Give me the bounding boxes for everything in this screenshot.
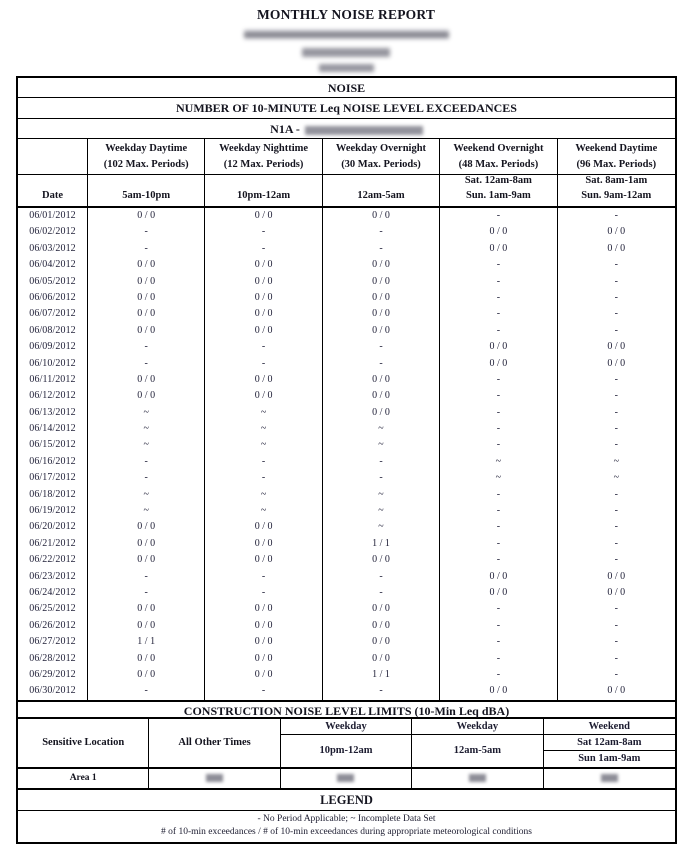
value-cell-weekday-overnight: -: [323, 224, 440, 240]
value-cell-weekday-overnight: 0 / 0: [323, 323, 440, 339]
value-cell-weekend-overnight: 0 / 0: [440, 683, 557, 699]
data-rows: [18, 208, 675, 700]
noise-section-title: NOISE: [18, 78, 675, 98]
table-row: [18, 339, 675, 355]
table-row: [18, 470, 675, 486]
table-row: [18, 503, 675, 519]
value-cell-weekend-overnight: -: [440, 519, 557, 535]
value-cell-weekend-daytime: 0 / 0: [607, 341, 626, 353]
value-cell-weekend-overnight: -: [440, 290, 557, 306]
redacted-limit-value: [149, 769, 280, 788]
value-cell-weekday-nighttime: 0 / 0: [205, 667, 322, 683]
value-cell-weekday-overnight: -: [323, 339, 440, 355]
value-cell-weekday-daytime: 0 / 0: [88, 667, 205, 683]
value-cell-weekday-daytime: ~: [88, 503, 205, 519]
value-cell-weekend-daytime: -: [614, 324, 618, 336]
value-cell-weekend-overnight: -: [440, 634, 557, 650]
value-cell-weekday-overnight: -: [323, 356, 440, 372]
date-cell: 06/18/2012: [18, 487, 88, 503]
value-cell-weekday-nighttime: -: [205, 470, 322, 486]
value-cell-weekend-daytime: 0 / 0: [607, 586, 626, 598]
redacted-date-line: [319, 64, 374, 72]
value-cell-weekday-nighttime: 0 / 0: [205, 372, 322, 388]
value-cell-weekday-nighttime: ~: [205, 405, 322, 421]
legend-body: [18, 811, 675, 843]
date-cell: 06/02/2012: [18, 224, 88, 240]
date-cell: 06/10/2012: [18, 356, 88, 372]
limits-weekend-sat: Sat 12am-8am: [544, 735, 675, 751]
date-cell: 06/29/2012: [18, 667, 88, 683]
value-cell-weekday-overnight: 0 / 0: [323, 651, 440, 667]
table-row: [18, 651, 675, 667]
location-row: [18, 119, 675, 139]
redacted-project-line: [244, 30, 449, 39]
col-title: Weekend Daytime: [575, 143, 658, 154]
col-subtitle: (102 Max. Periods): [103, 158, 189, 170]
redacted-location-name: [305, 126, 423, 135]
table-row: [18, 601, 675, 617]
date-cell: 06/22/2012: [18, 552, 88, 568]
location-label: N1A -: [270, 122, 300, 136]
corner-cell: [18, 139, 88, 174]
value-cell-weekday-overnight: 1 / 1: [323, 667, 440, 683]
value-cell-weekday-nighttime: 0 / 0: [205, 552, 322, 568]
date-cell: 06/09/2012: [18, 339, 88, 355]
limits-col-weekend: [544, 719, 675, 767]
value-cell-weekday-overnight: 0 / 0: [323, 290, 440, 306]
table-row: [18, 372, 675, 388]
value-cell-weekday-nighttime: 0 / 0: [205, 651, 322, 667]
value-cell-weekday-nighttime: 0 / 0: [205, 618, 322, 634]
value-cell-weekday-overnight: 0 / 0: [323, 601, 440, 617]
value-cell-weekend-daytime: -: [614, 390, 618, 402]
value-cell-weekday-daytime: 0 / 0: [88, 208, 205, 224]
value-cell-weekday-overnight: 0 / 0: [323, 618, 440, 634]
value-cell-weekend-overnight: -: [440, 405, 557, 421]
date-cell: 06/15/2012: [18, 437, 88, 453]
limits-col-all-other-times: All Other Times: [149, 719, 280, 767]
table-row: [18, 618, 675, 634]
period-label: 5am-10pm: [122, 189, 171, 201]
date-cell: 06/16/2012: [18, 454, 88, 470]
limits-weekday-label: Weekday: [281, 719, 411, 735]
redacted-limit-value: [281, 769, 412, 788]
value-cell-weekday-nighttime: 0 / 0: [205, 257, 322, 273]
value-cell-weekday-overnight: ~: [323, 437, 440, 453]
value-cell-weekend-daytime: 0 / 0: [607, 242, 626, 254]
value-cell-weekend-overnight: 0 / 0: [440, 339, 557, 355]
value-cell-weekday-overnight: 0 / 0: [323, 372, 440, 388]
date-cell: 06/07/2012: [18, 306, 88, 322]
value-cell-weekday-nighttime: 0 / 0: [205, 208, 322, 224]
date-cell: 06/01/2012: [18, 208, 88, 224]
date-cell: 06/24/2012: [18, 585, 88, 601]
limits-data-row: [18, 769, 675, 790]
value-cell-weekday-nighttime: 0 / 0: [205, 536, 322, 552]
value-cell-weekday-nighttime: -: [205, 585, 322, 601]
value-cell-weekday-nighttime: -: [205, 224, 322, 240]
value-cell-weekend-daytime: -: [614, 291, 618, 303]
date-cell: 06/20/2012: [18, 519, 88, 535]
value-cell-weekend-daytime: -: [614, 537, 618, 549]
value-cell-weekend-overnight: -: [440, 601, 557, 617]
date-cell: 06/17/2012: [18, 470, 88, 486]
value-cell-weekday-daytime: -: [88, 470, 205, 486]
value-cell-weekend-overnight: -: [440, 667, 557, 683]
period-weekend-overnight: [440, 175, 557, 206]
value-cell-weekend-overnight: -: [440, 487, 557, 503]
col-head-weekday-overnight: [323, 139, 440, 174]
col-title: Weekday Nighttime: [219, 143, 309, 154]
date-cell: 06/26/2012: [18, 618, 88, 634]
value-cell-weekend-overnight: -: [440, 421, 557, 437]
value-cell-weekday-nighttime: ~: [205, 503, 322, 519]
value-cell-weekday-overnight: 0 / 0: [323, 306, 440, 322]
col-subtitle: (12 Max. Periods): [223, 158, 304, 170]
value-cell-weekend-daytime: 0 / 0: [607, 570, 626, 582]
redacted-value-mark: [206, 774, 223, 782]
limits-weekday-label: Weekday: [412, 719, 542, 735]
value-cell-weekday-nighttime: -: [205, 356, 322, 372]
period-label: 10pm-12am: [237, 189, 291, 201]
period-weekend-daytime: [558, 175, 675, 206]
date-header-label: Date: [42, 189, 63, 201]
table-row: [18, 290, 675, 306]
value-cell-weekend-daytime: 0 / 0: [607, 685, 626, 697]
value-cell-weekend-overnight: 0 / 0: [440, 241, 557, 257]
value-cell-weekend-overnight: 0 / 0: [440, 585, 557, 601]
date-cell: 06/23/2012: [18, 569, 88, 585]
value-cell-weekday-nighttime: 0 / 0: [205, 323, 322, 339]
exceedances-subtitle: NUMBER OF 10-MINUTE Leq NOISE LEVEL EXCEEDANCES: [18, 98, 675, 119]
value-cell-weekend-overnight: -: [440, 618, 557, 634]
value-cell-weekday-daytime: 0 / 0: [88, 257, 205, 273]
value-cell-weekday-daytime: 1 / 1: [88, 634, 205, 650]
value-cell-weekend-overnight: ~: [440, 454, 557, 470]
value-cell-weekday-daytime: -: [88, 241, 205, 257]
value-cell-weekday-nighttime: 0 / 0: [205, 519, 322, 535]
value-cell-weekday-nighttime: ~: [205, 437, 322, 453]
value-cell-weekend-daytime: -: [614, 308, 618, 320]
value-cell-weekend-daytime: -: [614, 619, 618, 631]
value-cell-weekday-nighttime: ~: [205, 421, 322, 437]
value-cell-weekday-daytime: -: [88, 683, 205, 699]
date-cell: 06/05/2012: [18, 274, 88, 290]
redacted-value-mark: [469, 774, 486, 782]
value-cell-weekend-daytime: -: [614, 210, 618, 221]
value-cell-weekday-daytime: 0 / 0: [88, 388, 205, 404]
value-cell-weekday-daytime: -: [88, 339, 205, 355]
value-cell-weekday-overnight: -: [323, 683, 440, 699]
table-row: [18, 683, 675, 699]
value-cell-weekday-daytime: ~: [88, 421, 205, 437]
value-cell-weekend-overnight: -: [440, 208, 557, 224]
value-cell-weekend-overnight: -: [440, 372, 557, 388]
value-cell-weekend-daytime: -: [614, 423, 618, 435]
value-cell-weekday-overnight: 0 / 0: [323, 634, 440, 650]
redacted-limit-value: [544, 769, 675, 788]
value-cell-weekend-overnight: -: [440, 388, 557, 404]
value-cell-weekday-daytime: -: [88, 224, 205, 240]
table-row: [18, 454, 675, 470]
period-sat-label: Sat. 8am-1am: [585, 174, 648, 186]
table-row: [18, 536, 675, 552]
value-cell-weekend-daytime: ~: [613, 455, 619, 467]
table-row: [18, 437, 675, 453]
legend-line-2: # of 10-min exceedances / # of 10-min exceedances during appropriate meteorological conditions: [161, 827, 532, 838]
date-cell: 06/08/2012: [18, 323, 88, 339]
table-row: [18, 224, 675, 240]
value-cell-weekday-overnight: 0 / 0: [323, 274, 440, 290]
value-cell-weekday-daytime: 0 / 0: [88, 306, 205, 322]
redacted-value-mark: [337, 774, 354, 782]
value-cell-weekday-overnight: -: [323, 585, 440, 601]
value-cell-weekend-daytime: -: [614, 406, 618, 418]
value-cell-weekday-nighttime: 0 / 0: [205, 274, 322, 290]
table-row: [18, 667, 675, 683]
table-row: [18, 487, 675, 503]
value-cell-weekday-overnight: ~: [323, 421, 440, 437]
table-row: [18, 356, 675, 372]
value-cell-weekend-overnight: -: [440, 437, 557, 453]
table-row: [18, 519, 675, 535]
table-row: [18, 323, 675, 339]
value-cell-weekday-daytime: -: [88, 569, 205, 585]
value-cell-weekday-nighttime: -: [205, 569, 322, 585]
value-cell-weekend-overnight: -: [440, 503, 557, 519]
value-cell-weekday-overnight: -: [323, 454, 440, 470]
value-cell-weekday-nighttime: -: [205, 241, 322, 257]
period-weekday-overnight: [323, 175, 440, 206]
value-cell-weekday-daytime: 0 / 0: [88, 519, 205, 535]
value-cell-weekday-daytime: -: [88, 585, 205, 601]
value-cell-weekday-daytime: ~: [88, 437, 205, 453]
date-cell: 06/03/2012: [18, 241, 88, 257]
period-sat-label: Sat. 12am-8am: [464, 174, 532, 186]
value-cell-weekday-daytime: 0 / 0: [88, 290, 205, 306]
date-cell: 06/21/2012: [18, 536, 88, 552]
table-row: [18, 421, 675, 437]
value-cell-weekday-nighttime: 0 / 0: [205, 601, 322, 617]
value-cell-weekend-overnight: -: [440, 552, 557, 568]
value-cell-weekday-daytime: 0 / 0: [88, 651, 205, 667]
value-cell-weekday-overnight: ~: [323, 503, 440, 519]
col-subtitle: (48 Max. Periods): [458, 158, 539, 170]
value-cell-weekend-daytime: 0 / 0: [607, 226, 626, 238]
value-cell-weekday-daytime: -: [88, 454, 205, 470]
date-cell: 06/19/2012: [18, 503, 88, 519]
value-cell-weekend-overnight: -: [440, 274, 557, 290]
redacted-limit-value: [412, 769, 543, 788]
value-cell-weekday-daytime: ~: [88, 405, 205, 421]
value-cell-weekday-overnight: 0 / 0: [323, 388, 440, 404]
date-cell: 06/12/2012: [18, 388, 88, 404]
date-cell: 06/14/2012: [18, 421, 88, 437]
value-cell-weekend-overnight: -: [440, 257, 557, 273]
col-head-weekday-nighttime: [205, 139, 322, 174]
value-cell-weekday-overnight: 1 / 1: [323, 536, 440, 552]
period-sun-label: Sun. 9am-12am: [581, 189, 652, 201]
value-cell-weekday-daytime: 0 / 0: [88, 323, 205, 339]
date-cell: 06/28/2012: [18, 651, 88, 667]
value-cell-weekend-daytime: -: [614, 505, 618, 517]
value-cell-weekend-daytime: -: [614, 259, 618, 271]
table-row: [18, 306, 675, 322]
value-cell-weekend-overnight: -: [440, 306, 557, 322]
value-cell-weekday-daytime: 0 / 0: [88, 274, 205, 290]
value-cell-weekend-daytime: -: [614, 652, 618, 664]
value-cell-weekend-daytime: -: [614, 554, 618, 566]
value-cell-weekday-nighttime: 0 / 0: [205, 290, 322, 306]
document-title: MONTHLY NOISE REPORT: [256, 7, 436, 22]
value-cell-weekday-daytime: 0 / 0: [88, 536, 205, 552]
limits-col-weekday-overnight: [412, 719, 543, 767]
table-row: [18, 274, 675, 290]
table-row: [18, 569, 675, 585]
table-row: [18, 208, 675, 224]
value-cell-weekday-nighttime: 0 / 0: [205, 306, 322, 322]
limits-col-weekday-night: [281, 719, 412, 767]
value-cell-weekend-daytime: -: [614, 373, 618, 385]
value-cell-weekday-daytime: 0 / 0: [88, 601, 205, 617]
date-cell: 06/11/2012: [18, 372, 88, 388]
col-head-weekend-daytime: [558, 139, 675, 174]
value-cell-weekend-overnight: 0 / 0: [440, 569, 557, 585]
value-cell-weekend-overnight: 0 / 0: [440, 356, 557, 372]
noise-report-table: [16, 76, 677, 844]
value-cell-weekend-daytime: 0 / 0: [607, 357, 626, 369]
value-cell-weekend-daytime: -: [614, 439, 618, 451]
value-cell-weekend-daytime: -: [614, 488, 618, 500]
value-cell-weekend-daytime: -: [614, 521, 618, 533]
col-title: Weekday Overnight: [335, 143, 427, 154]
value-cell-weekend-daytime: -: [614, 636, 618, 648]
period-weekday-daytime: [88, 175, 205, 206]
value-cell-weekday-daytime: -: [88, 356, 205, 372]
date-cell: 06/25/2012: [18, 601, 88, 617]
document-header: [0, 0, 692, 72]
table-row: [18, 634, 675, 650]
column-header-row: [18, 139, 675, 175]
value-cell-weekday-daytime: 0 / 0: [88, 552, 205, 568]
table-row: [18, 552, 675, 568]
limits-weekday-period: 12am-5am: [453, 745, 502, 757]
legend-title: LEGEND: [18, 790, 675, 811]
date-cell: 06/04/2012: [18, 257, 88, 273]
value-cell-weekend-daytime: -: [614, 275, 618, 287]
value-cell-weekday-overnight: 0 / 0: [323, 208, 440, 224]
table-row: [18, 241, 675, 257]
date-column-header: [18, 175, 88, 206]
value-cell-weekday-overnight: -: [323, 470, 440, 486]
table-row: [18, 388, 675, 404]
date-cell: 06/27/2012: [18, 634, 88, 650]
period-weekday-nighttime: [205, 175, 322, 206]
value-cell-weekday-nighttime: ~: [205, 487, 322, 503]
period-label: 12am-5am: [357, 189, 405, 201]
value-cell-weekend-overnight: -: [440, 536, 557, 552]
value-cell-weekend-daytime: ~: [613, 472, 619, 484]
date-cell: 06/13/2012: [18, 405, 88, 421]
value-cell-weekday-nighttime: -: [205, 454, 322, 470]
value-cell-weekend-daytime: -: [614, 668, 618, 680]
table-row: [18, 585, 675, 601]
limits-weekend-sun: Sun 1am-9am: [578, 753, 641, 765]
period-sun-label: Sun. 1am-9am: [466, 189, 531, 201]
period-header-row: [18, 175, 675, 208]
redacted-city-line: [302, 48, 390, 57]
limits-weekday-period: 10pm-12am: [319, 745, 373, 757]
value-cell-weekday-nighttime: -: [205, 339, 322, 355]
col-title: Weekday Daytime: [105, 143, 188, 154]
date-cell: 06/30/2012: [18, 683, 88, 699]
value-cell-weekday-overnight: ~: [323, 487, 440, 503]
value-cell-weekday-daytime: 0 / 0: [88, 372, 205, 388]
value-cell-weekday-daytime: 0 / 0: [88, 618, 205, 634]
value-cell-weekday-nighttime: 0 / 0: [205, 388, 322, 404]
value-cell-weekend-overnight: -: [440, 323, 557, 339]
value-cell-weekday-overnight: 0 / 0: [323, 257, 440, 273]
date-cell: 06/06/2012: [18, 290, 88, 306]
value-cell-weekday-overnight: -: [323, 569, 440, 585]
value-cell-weekday-nighttime: 0 / 0: [205, 634, 322, 650]
col-subtitle: (96 Max. Periods): [576, 158, 657, 170]
value-cell-weekend-overnight: ~: [440, 470, 557, 486]
table-row: [18, 257, 675, 273]
value-cell-weekday-daytime: ~: [88, 487, 205, 503]
value-cell-weekday-nighttime: -: [205, 683, 322, 699]
col-subtitle: (30 Max. Periods): [341, 158, 421, 170]
value-cell-weekend-overnight: -: [440, 651, 557, 667]
limits-section-title: CONSTRUCTION NOISE LEVEL LIMITS (10-Min Leq dBA): [18, 700, 675, 719]
value-cell-weekend-overnight: 0 / 0: [440, 224, 557, 240]
col-title: Weekend Overnight: [453, 143, 544, 154]
value-cell-weekday-overnight: ~: [323, 519, 440, 535]
area-label: Area 1: [18, 769, 149, 788]
limits-header-row: [18, 719, 675, 769]
redacted-value-mark: [601, 774, 618, 782]
col-head-weekend-overnight: [440, 139, 557, 174]
limits-col-sensitive-location: Sensitive Location: [18, 719, 149, 767]
value-cell-weekday-overnight: -: [323, 241, 440, 257]
table-row: [18, 405, 675, 421]
value-cell-weekend-daytime: -: [614, 603, 618, 615]
legend-line-1: - No Period Applicable; ~ Incomplete Data Set: [257, 813, 436, 824]
limits-weekend-label: Weekend: [544, 719, 675, 735]
col-head-weekday-daytime: [88, 139, 205, 174]
value-cell-weekday-overnight: 0 / 0: [323, 552, 440, 568]
value-cell-weekday-overnight: 0 / 0: [323, 405, 440, 421]
